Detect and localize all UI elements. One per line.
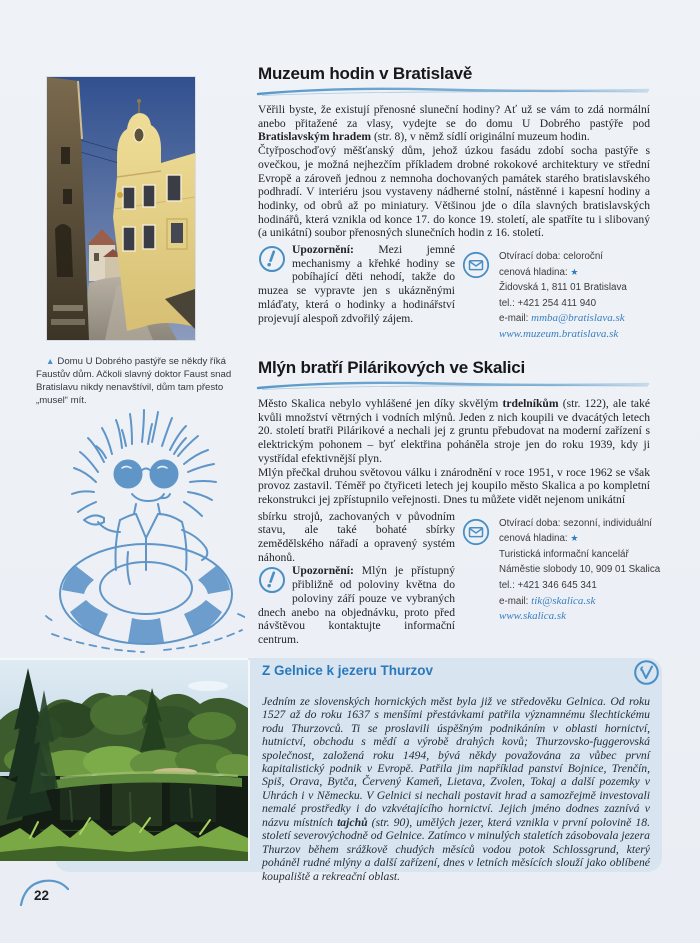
section-title-clock-museum: Muzeum hodin v Bratislavě xyxy=(258,64,473,83)
body-paragraph: Mlýn přečkal druhou světovou válku i znárodnění v roce 1951, v roce 1962 se však provoz zastavil. Téměř po čtyřiceti letech jej koupilo město Skalica a po kompletní rekonstrukci jej zpřístupnilo veřejnosti. Dnes tu můžete vidět nejenom unikátní xyxy=(258,465,650,506)
opening-hours: Otvírací doba: celoroční xyxy=(499,251,604,263)
email-link[interactable]: tik@skalica.sk xyxy=(531,594,596,607)
office-line: Turistická informační kancelář xyxy=(499,548,629,560)
envelope-icon xyxy=(462,249,492,343)
lake-photo-illustration xyxy=(0,660,248,861)
website-link[interactable]: www.muzeum.bratislava.sk xyxy=(499,328,619,340)
contact-column xyxy=(462,510,661,647)
photo-thurzov-lake xyxy=(0,660,248,861)
star-icon: ★ xyxy=(570,533,579,544)
page-number-value: 22 xyxy=(34,888,50,903)
page-number xyxy=(16,876,78,914)
photo-caption xyxy=(36,355,236,407)
address-line: Náměstie slobody 10, 909 01 Skalica xyxy=(499,564,661,576)
warning-column xyxy=(258,510,455,647)
contact-lines xyxy=(499,249,627,343)
web-line xyxy=(499,327,627,343)
star-icon: ★ xyxy=(570,266,579,277)
warning-text: Upozornění: Mlýn je přístupný přibližně od poloviny května do poloviny září pouze ve vybraných dnech anebo na objednávku, proto před návštěvou kontaktujte informační centrum. xyxy=(258,564,455,646)
brush-underline xyxy=(256,379,650,391)
warning-icon xyxy=(258,566,286,594)
opening-hours: Otvírací doba: sezonní, individuální xyxy=(499,517,653,529)
intro-paragraph: Město Skalica nebylo vyhlášené jen díky skvělým trdelníkům (str. 122), ale také kvůli množství větrných i vodních mlýnů. Jeden z nich koupili ve dvacátých letech 20. století bratři Pilárikové a nechali jej z gruntu přebudovat na moderní zařízení s elektrickým pohonem – byť elektřina poháněla stroje jen do roku 1939, kdy ji vystřídal efektivnější plyn. xyxy=(258,397,651,465)
street-photo-illustration xyxy=(47,77,195,340)
phone-line: tel.: +421 346 645 341 xyxy=(499,580,597,591)
body-paragraph: Čtyřposchoďový měšťanský dům, jehož úzkou fasádu zdobí socha pastýře s ovečkou, je možná nejhezčím příkladem drobné rokokové architektury ve střední Evropě a zároveň jednou z nemnoha dochovaných památek starého bratislavského podhradí. V interiéru jsou vystaveny nádherné stolní, nástěnné i kapesní hodiny a hodinky, od obrů až po miniatury. Většinou jde o díla slavných bratislavských hodinářů, která vznikla od konce 17. do konce 19. století, ale spatříte tu i slibovaný (a unikátní) soubor přenosných slunečních hodin z 16. století. xyxy=(258,144,650,240)
email-line: e-mail: tik@skalica.sk xyxy=(499,594,596,607)
photo-clock-museum-building xyxy=(47,77,195,340)
warning-column xyxy=(258,243,455,343)
check-circle-icon xyxy=(633,659,660,686)
envelope-icon xyxy=(462,516,492,625)
phone-line: tel.: +421 254 411 940 xyxy=(499,297,597,309)
section-pilarik-mill xyxy=(258,358,661,647)
website-link[interactable]: www.skalica.sk xyxy=(499,610,567,623)
address-line: Židovská 1, 811 01 Bratislava xyxy=(499,282,627,294)
email-link[interactable]: mmba@bratislava.sk xyxy=(531,312,625,325)
section-title-pilarik-mill: Mlýn bratří Pilárikových ve Skalici xyxy=(258,358,526,377)
brush-underline xyxy=(256,85,650,97)
tip-panel-body: Jedním ze slovenských hornických měst byla již ve středověku Gelnica. Od roku 1527 až do roku 1637 s menšími přestávkami patřila významnému šlechtickému rodu Thurzovců. Ti se proslavili úspěšným podnikáním v oblasti hornictví, hutnictví, obchodu s mědí a výrobě drahých kovů; Thurzovsko-fuggerovská společnost, založená roku 1494, bývá někdy považována za vůbec první kapitalistický podnik v Evropě. Patřila jim například panství Bojnice, Trenčín, Spiš, Orava, Bytča, Červený Kameň, Lietava, Zvolen, Tokaj a další pozemky v Uhrách i v Německu. V Gelnici si nechali postavit hrad a samozřejmě investovali nemalé prostředky i do vzkvétajícího hornictví. Jejich jméno dodnes zaznívá v názvu místních tajchů (str. 90), umělých jezer, která vznikla v první polovině 18. století severovýchodně od Gelnice. Zatímco v minulých staletích zásobovala jezera Thurzov během srážkově chudých měsíců vodou potok Schlossgrund, který poháněl rudné mlýny a další zařízení, dnes v letních měsících slouží jako oblíbené koupaliště a rekreační oblast. xyxy=(262,694,650,883)
swim-ring-cartoon-illustration xyxy=(36,402,256,654)
contact-column xyxy=(462,243,650,343)
photo-caption-text: Domu U Dobrého pastýře se někdy říká Faustův dům. Ačkoli slavný doktor Faust snad Bratislavu nikdy nenavštívil, dům tam přesto „musel“ mít. xyxy=(36,355,232,406)
body-paragraph-continued: sbírku strojů, zachovaných v původním stavu, ale také bohaté sbírky zemědělského nářadí a opravený systém náhonů. xyxy=(258,509,455,564)
contact-block xyxy=(462,249,650,343)
columns-row xyxy=(258,243,650,343)
contact-block xyxy=(462,516,661,625)
warning-icon xyxy=(258,245,286,273)
columns-row xyxy=(258,509,661,647)
section-clock-museum xyxy=(258,64,650,343)
price-level: cenová hladina: ★ xyxy=(499,266,579,278)
web-line xyxy=(499,609,660,625)
price-level: cenová hladina: ★ xyxy=(499,533,579,545)
tip-panel-title: Z Gelnice k jezeru Thurzov xyxy=(262,663,434,678)
contact-lines xyxy=(499,516,660,625)
email-line: e-mail: mmba@bratislava.sk xyxy=(499,312,625,325)
warning-text: Upozornění: Mezi jemné mechanismy a křehké hodiny se pobíhající děti nehodí, takže do muzea se vypravte jen s ukázněnými mláďaty, která o hodinky a hodinářství projevují alespoň zdvořilý zájem. xyxy=(258,243,455,325)
intro-paragraph: Věřili byste, že existují přenosné sluneční hodiny? Ať už se vám to zdá normální anebo přitažené za vlasy, vydejte se do domu U Dobrého pastýře pod Bratislavským hradem (str. 8), v němž sídlí originální muzeum hodin. xyxy=(258,103,650,144)
caption-triangle-icon: ▲ xyxy=(46,355,55,366)
